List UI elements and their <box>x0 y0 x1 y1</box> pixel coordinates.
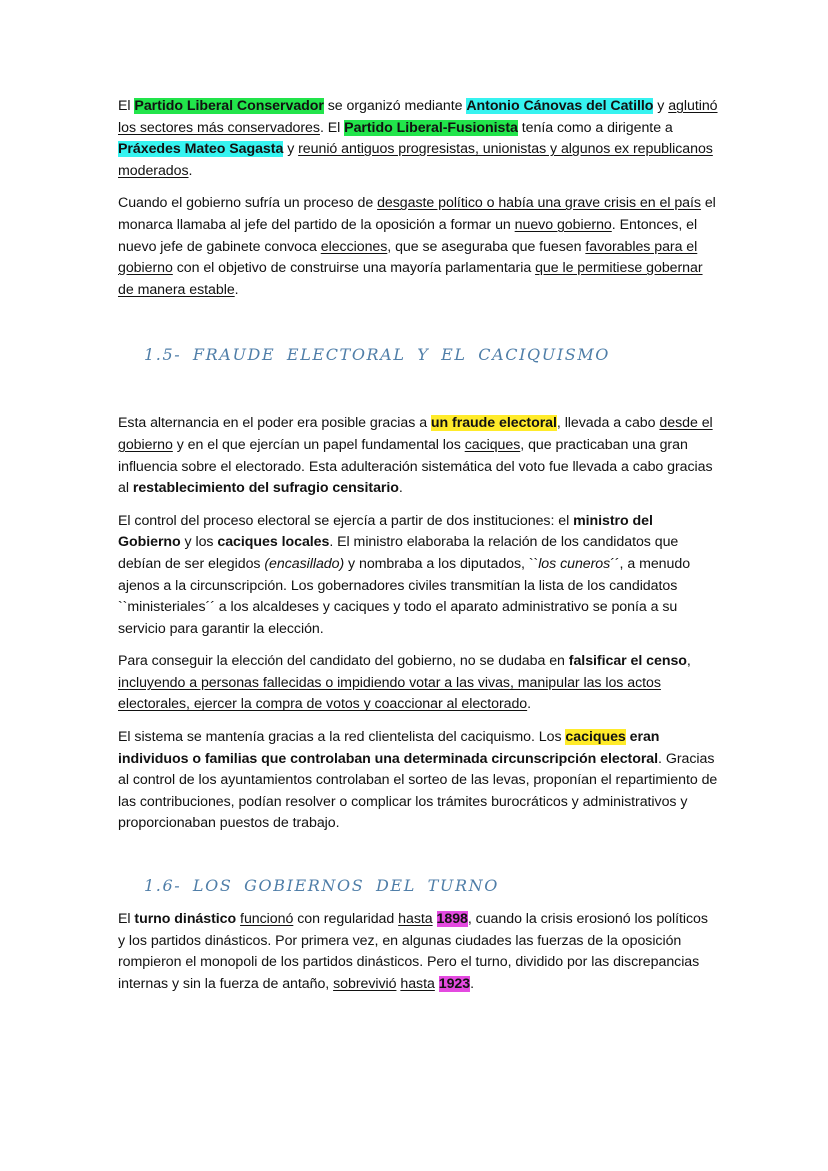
highlight-sagasta: Práxedes Mateo Sagasta <box>118 141 284 158</box>
highlight-partido-liberal-conservador: Partido Liberal Conservador <box>134 98 324 114</box>
paragraph-caciquismo: El sistema se mantenía gracias a la red clientelista del caciquismo. Los caciques eran individuos o familias que controlaban una determinada circunscripción electoral. Gracias al control de los ayuntamientos controlaban el sorteo de las levas, proponían el repartimiento de las contribuciones, podían resolver o complicar los trámites burocráticos y administrativos y proporcionaban puestos de trabajo. <box>118 729 718 832</box>
section-heading-gobiernos-del-turno: 1.6- LOS GOBIERNOS DEL TURNO <box>144 876 499 896</box>
paragraph-turno-dinastico: El turno dinástico funcionó con regularidad hasta 1898, cuando la crisis erosionó los políticos y los partidos dinásticos. Por primera vez, en algunas ciudades las fuerzas de la oposición rompieron el monopoli de los partidos dinásticos. Pero el turno, dividido por las discrepancias internas y sin la fuerza de antaño, sobrevivió hasta 1923. <box>118 911 708 992</box>
paragraph-fraude: Esta alternancia en el poder era posible gracias a un fraude electoral, llevada a cabo desde el gobierno y en el que ejercían un papel fundamental los caciques, que practicaban una gran influencia sobre el electorado. Esta adulteración sistemática del voto fue llevada a cabo gracias al restablecimiento del sufragio censitario. <box>118 415 713 497</box>
paragraph-government-crisis: Cuando el gobierno sufría un proceso de desgaste político o había una grave crisis en el país el monarca llamaba al jefe del partido de la oposición a formar un nuevo gobierno. Entonces, el nuevo jefe de gabinete convoca elecciones, que se aseguraba que fuesen favorables para el gobierno con el objetivo de construirse una mayoría parlamentaria que le permitiese gobernar de manera estable. <box>118 195 716 298</box>
highlight-canovas: Antonio Cánovas del Catillo <box>466 98 654 114</box>
highlight-year-1923: 1923 <box>438 975 471 992</box>
highlight-partido-liberal-fusionista: Partido Liberal-Fusionista <box>344 119 518 136</box>
paragraph-parties: El Partido Liberal Conservador se organizó mediante Antonio Cánovas del Catillo y aglutinó los sectores más conservadores. El Partido Liberal-Fusionista tenía como a dirigente a Práxedes Mateo Sagasta y reunió antiguos progresistas, unionistas y algunos ex republicanos moderados. <box>118 98 718 179</box>
highlight-fraude-electoral: un fraude electoral <box>430 415 557 432</box>
paragraph-control-electoral: El control del proceso electoral se ejercía a partir de dos instituciones: el ministro del Gobierno y los caciques locales. El ministro elaboraba la relación de los candidatos que debían de ser elegidos (encasillado) y nombraba a los diputados, ``los cuneros´´, a menudo ajenos a la circunscripción. Los gobernadores civiles transmitían la lista de los candidatos ``ministeriales´´ a los alcaldeses y caciques y todo el aparato administrativo se ponía a su servicio para garantir la elección. <box>118 512 691 637</box>
document-page <box>118 96 718 1006</box>
paragraph-eleccion: Para conseguir la elección del candidato del gobierno, no se dudaba en falsificar el censo, incluyendo a personas fallecidas o impidiendo votar a las vivas, manipular las los actos electorales, ejercer la compra de votos y coaccionar al electorado. <box>118 653 691 713</box>
highlight-year-1898: 1898 <box>436 911 468 928</box>
section-heading-fraude-electoral: 1.5- FRAUDE ELECTORAL Y EL CACIQUISMO <box>144 345 611 365</box>
highlight-caciques: caciques <box>565 729 626 746</box>
